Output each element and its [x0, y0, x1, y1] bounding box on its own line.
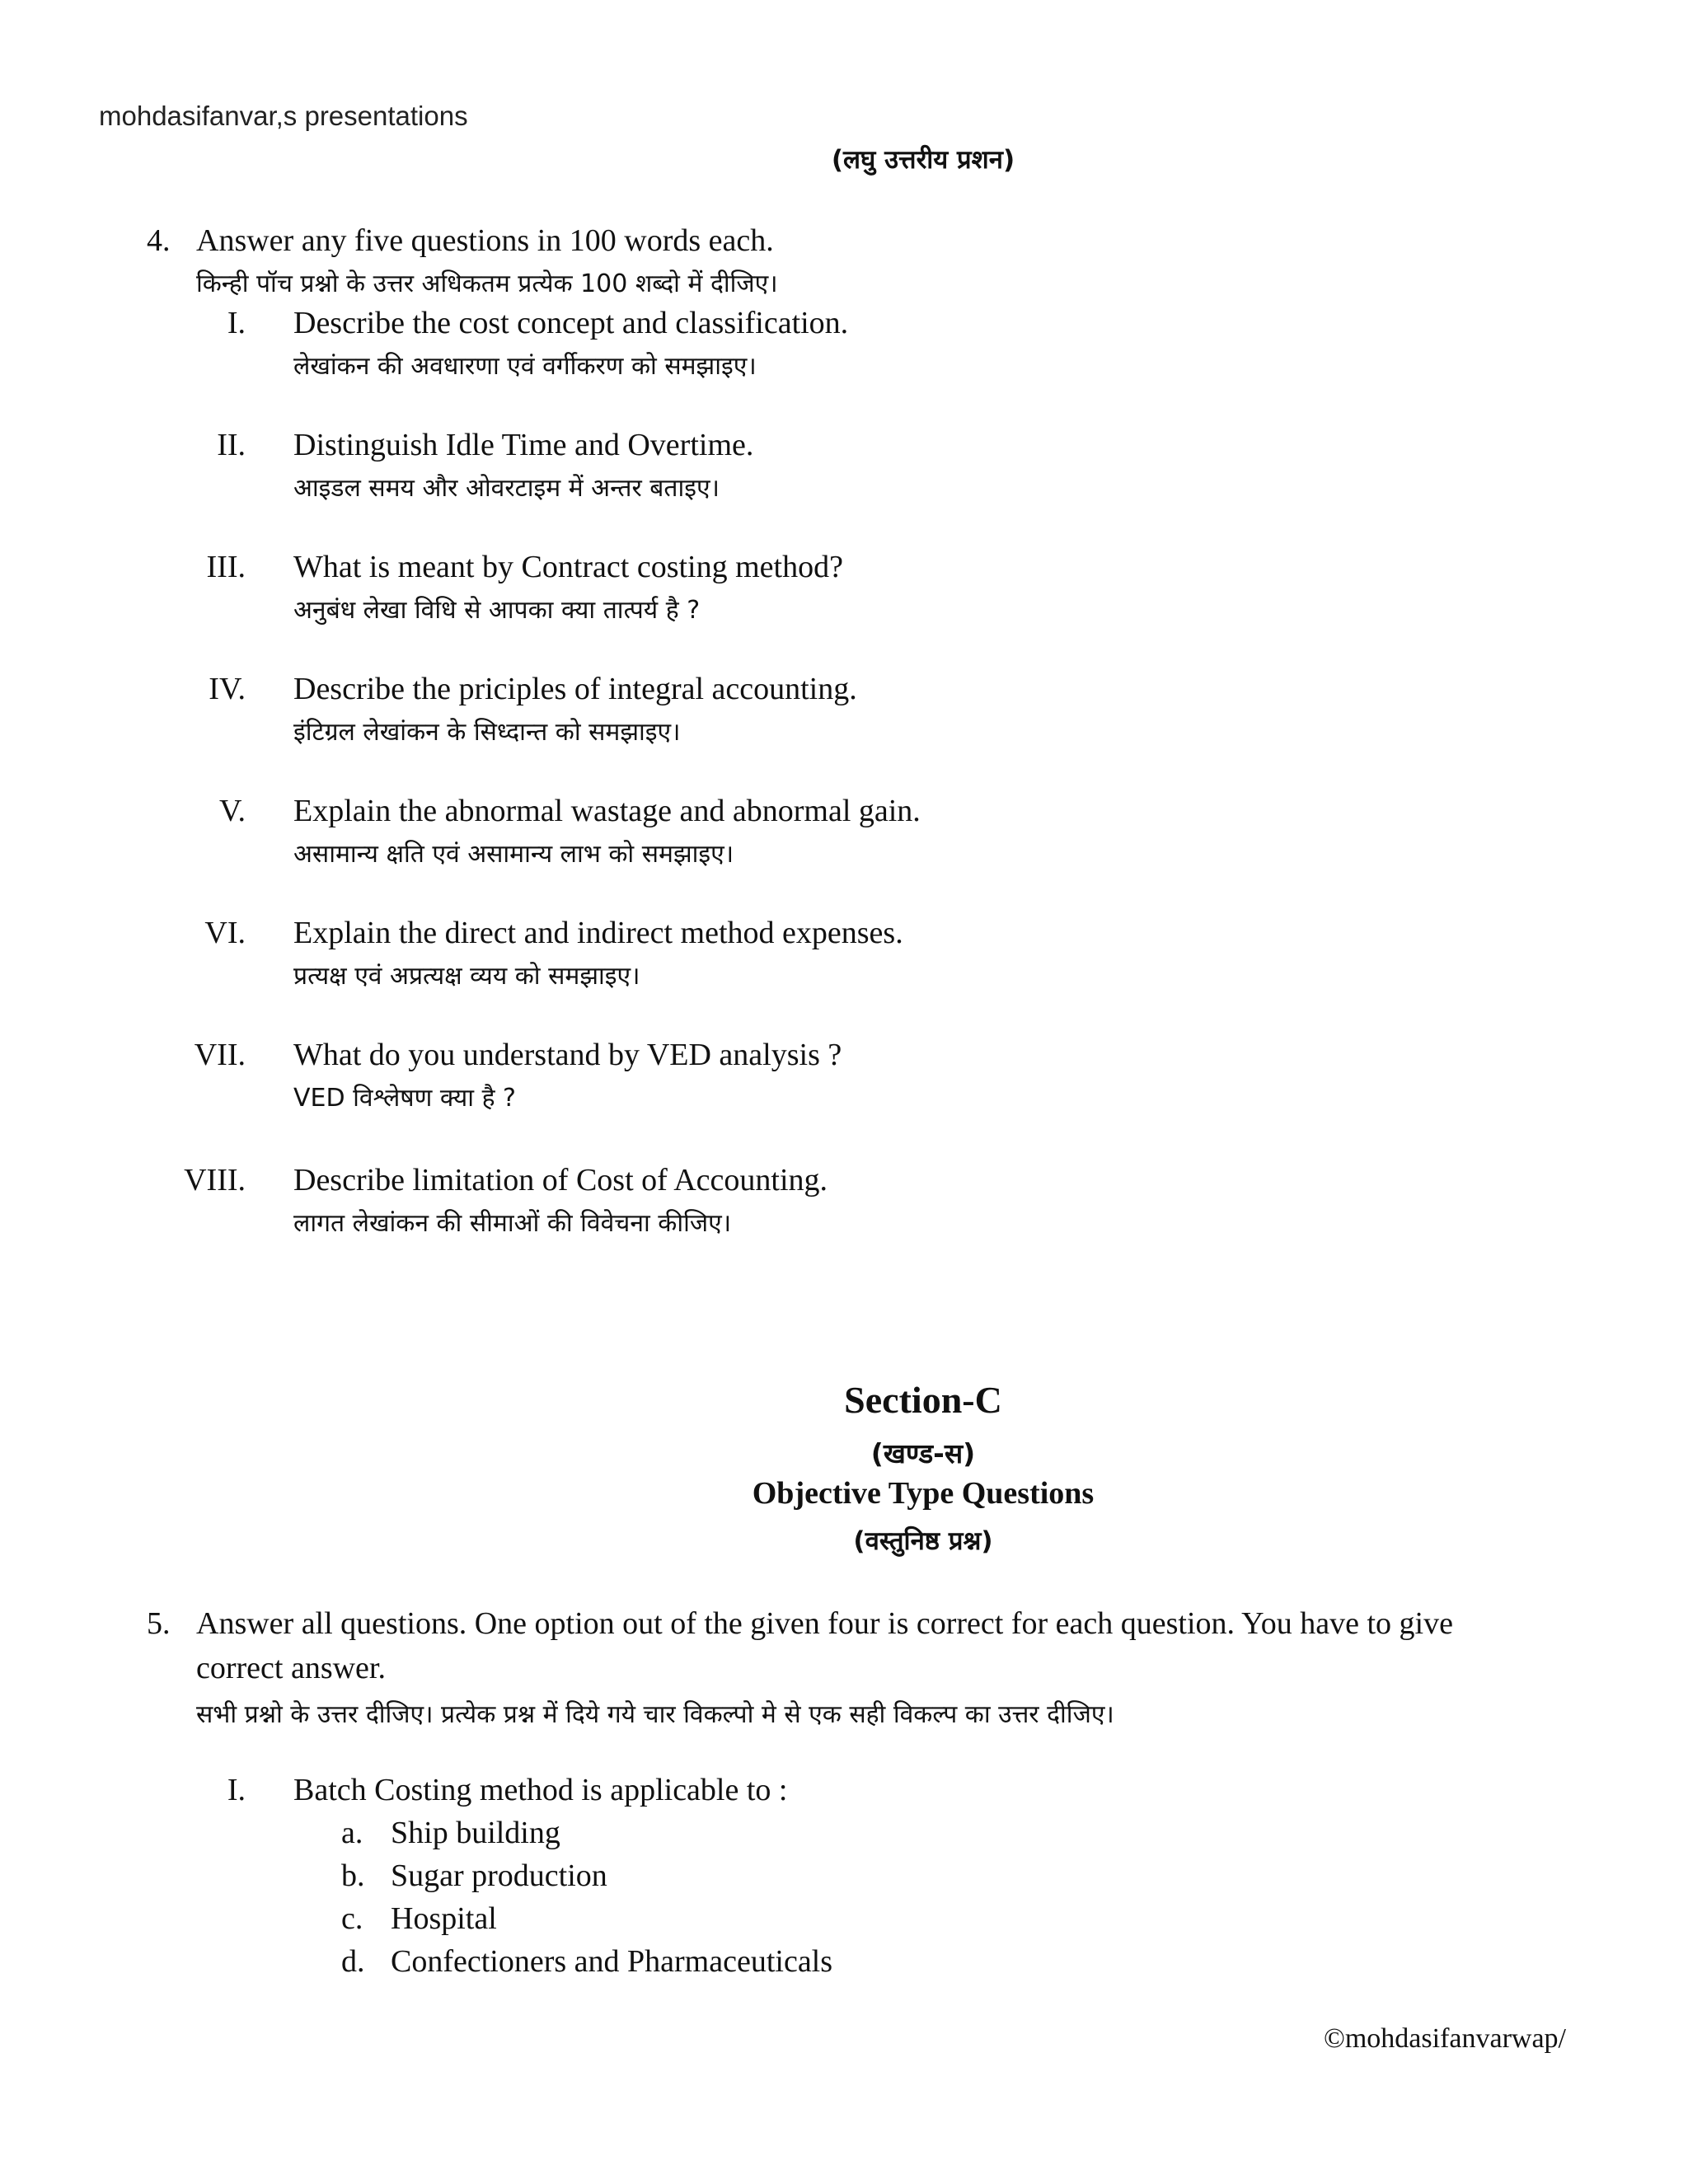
q5-item-question: Batch Costing method is applicable to : — [293, 1773, 788, 1807]
q5-instruction-hi: सभी प्रश्नो के उत्तर दीजिए। प्रत्येक प्रश्न में दिये गये चार विकल्पो मे से एक सही विकल्प का उत्तर दीजिए। — [196, 1700, 1114, 1729]
watermark-header: mohdasifanvar,s presentations — [99, 101, 468, 131]
option-text: Sugar production — [391, 1858, 607, 1893]
option-letter: d. — [341, 1944, 365, 1979]
q4-item-question-hi: इंटिग्रल लेखांकन के सिध्दान्त को समझाइए। — [293, 718, 681, 747]
q4-item-question-en: Distinguish Idle Time and Overtime. — [293, 428, 754, 462]
q4-instruction-en: Answer any five questions in 100 words each. — [196, 223, 774, 258]
q4-item-question-hi: लागत लेखांकन की सीमाओं की विवेचना कीजिए। — [293, 1209, 732, 1238]
q4-number: 4. — [147, 223, 171, 258]
q4-item-question-hi: आइडल समय और ओवरटाइम में अन्तर बताइए। — [293, 474, 720, 503]
option-text: Hospital — [391, 1901, 497, 1936]
q4-item-question-en: Explain the abnormal wastage and abnormal gain. — [293, 794, 921, 828]
section-c-title: Section-C — [844, 1379, 1002, 1421]
q4-item-question-en: What is meant by Contract costing method? — [293, 550, 843, 584]
q4-item-question-en: Describe limitation of Cost of Accounting. — [293, 1163, 828, 1197]
q4-instruction-hi: किन्ही पॉच प्रश्नो के उत्तर अधिकतम प्रत्येक 100 शब्दो में दीजिए। — [196, 269, 778, 298]
q5-item-number: I. — [227, 1773, 246, 1807]
q4-item-question-hi: VED विश्लेषण क्या है ? — [293, 1084, 516, 1113]
q5-instruction-en-line2: correct answer. — [196, 1651, 386, 1685]
q4-item-number: VI. — [204, 916, 246, 950]
option-letter: a. — [341, 1816, 363, 1850]
q4-item-number: VII. — [194, 1038, 246, 1072]
q4-item-number: V. — [218, 794, 246, 828]
q4-item-question-hi: असामान्य क्षति एवं असामान्य लाभ को समझाइए। — [293, 840, 734, 869]
q4-item-number: I. — [227, 306, 246, 340]
section-c-subtitle-hi: (वस्तुनिष्ठ प्रश्न) — [853, 1526, 993, 1556]
option-text: Confectioners and Pharmaceuticals — [391, 1944, 833, 1979]
q4-item-question-en: Describe the cost concept and classification. — [293, 306, 849, 340]
q4-item-number: II. — [217, 428, 246, 462]
section-c-subtitle: Objective Type Questions — [752, 1476, 1095, 1511]
q4-item-number: III. — [206, 550, 246, 584]
option-text: Ship building — [391, 1816, 560, 1850]
q4-item-question-hi: प्रत्यक्ष एवं अप्रत्यक्ष व्यय को समझाइए। — [293, 962, 640, 991]
q4-item-question-en: Explain the direct and indirect method expenses. — [293, 916, 903, 950]
q4-item-question-hi: लेखांकन की अवधारणा एवं वर्गीकरण को समझाइए। — [293, 352, 757, 381]
q4-item-number: IV. — [209, 672, 246, 706]
option-letter: b. — [341, 1858, 365, 1893]
q4-item-question-en: What do you understand by VED analysis ? — [293, 1038, 842, 1072]
option-letter: c. — [341, 1901, 363, 1936]
q5-instruction-en-line1: Answer all questions. One option out of the given four is correct for each question. You have to give — [196, 1606, 1453, 1641]
short-answer-subtitle: (लघु उत्तरीय प्रशन) — [831, 145, 1015, 175]
q5-number: 5. — [147, 1606, 171, 1641]
q4-item-question-en: Describe the priciples of integral accounting. — [293, 672, 857, 706]
q4-item-question-hi: अनुबंध लेखा विधि से आपका क्या तात्पर्य है ? — [293, 596, 701, 625]
copyright-footer: ©mohdasifanvarwap/ — [1324, 2023, 1566, 2054]
q4-item-number: VIII. — [184, 1163, 246, 1197]
section-c-title-hi: (खण्ड-स) — [870, 1437, 976, 1469]
